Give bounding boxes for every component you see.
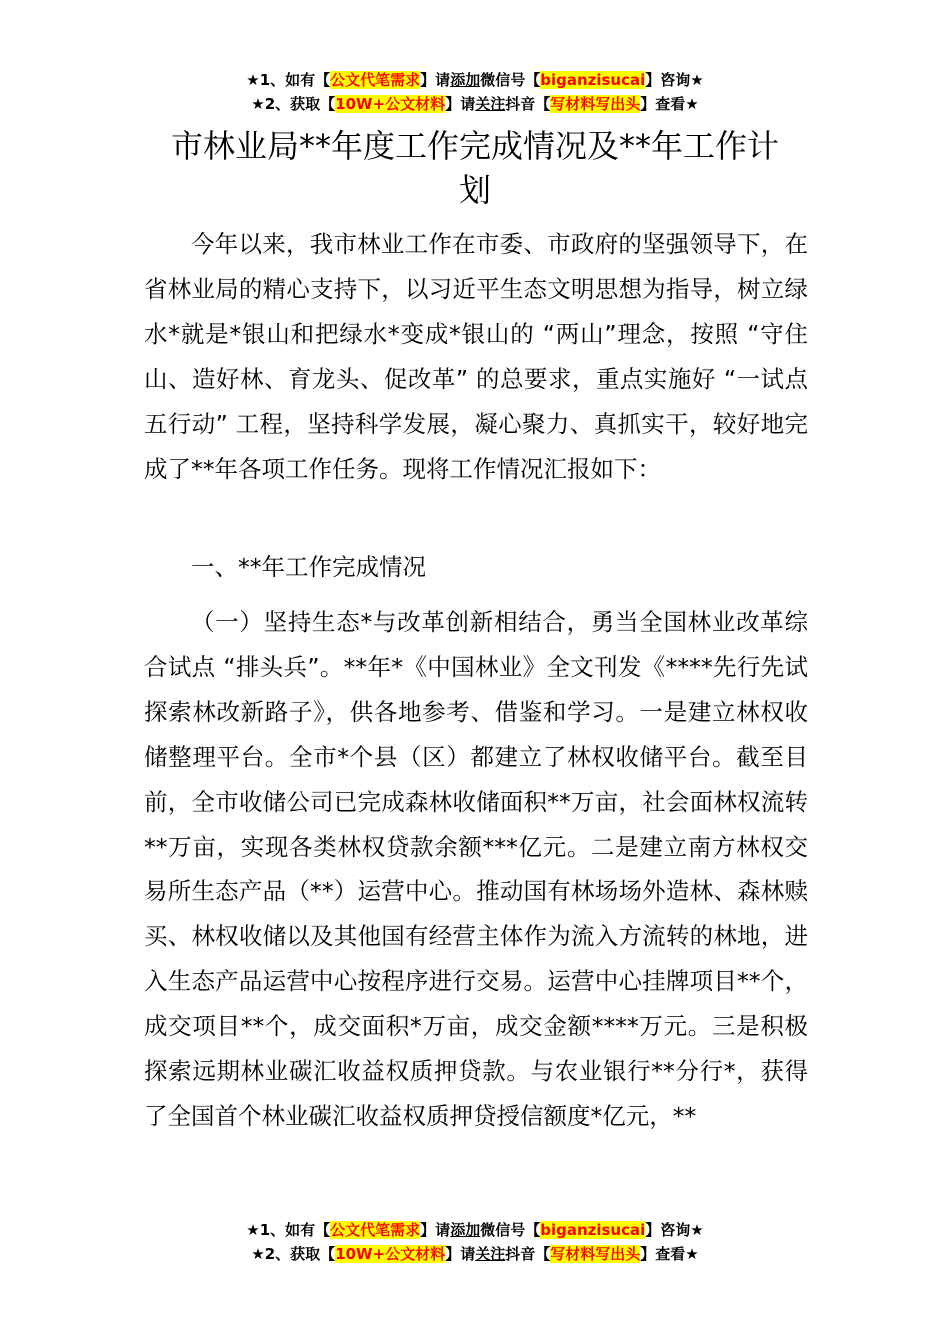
highlight-writing-service: 公文代笔需求 xyxy=(330,1221,421,1239)
highlight-wechat-id: biganzisucai xyxy=(540,71,646,89)
promo-line-1: ★1、如有【公文代笔需求】请添加微信号【biganzisucai】咨询★ xyxy=(246,71,704,89)
highlight-writing-service: 公文代笔需求 xyxy=(330,71,421,89)
promo-line-1-bottom: ★1、如有【公文代笔需求】请添加微信号【biganzisucai】咨询★ xyxy=(246,1221,704,1239)
promo-banner-top xyxy=(0,68,950,116)
promo-line-2-bottom: ★2、获取【10W+公文材料】请关注抖音【写材料写出头】查看★ xyxy=(251,1245,699,1263)
highlight-douyin-account: 写材料写出头 xyxy=(550,1245,641,1263)
section-heading: 一、**年工作完成情况 xyxy=(191,553,426,581)
title-line-2: 划 xyxy=(458,171,491,209)
highlight-wechat-id: biganzisucai xyxy=(540,1221,646,1239)
document-title xyxy=(0,124,950,212)
intro-paragraph: 今年以来，我市林业工作在市委、市政府的坚强领导下，在省林业局的精心支持下，以习近平生态文明思想为指导，树立绿水*就是*银山和把绿水*变成*银山的 “两山”理念，按照 “守住山、造好林、育龙头、促改革” 的总要求，重点实施好 “一试点五行动” 工程，坚持科学发展，凝心聚力、真抓实干，较好地完成了**年各项工作任务。现将工作情况汇报如下： xyxy=(144,230,808,483)
title-line-1: 市林业局**年度工作完成情况及**年工作计 xyxy=(170,127,779,165)
promo-line-2: ★2、获取【10W+公文材料】请关注抖音【写材料写出头】查看★ xyxy=(251,95,699,113)
highlight-materials: 10W+公文材料 xyxy=(335,95,446,113)
highlight-materials: 10W+公文材料 xyxy=(335,1245,446,1263)
promo-banner-bottom xyxy=(0,1218,950,1266)
highlight-douyin-account: 写材料写出头 xyxy=(550,95,641,113)
section-paragraph: （一）坚持生态*与改革创新相结合，勇当全国林业改革综合试点 “排头兵”。**年*《中国林业》全文刊发《****先行先试探索林改新路子》，供各地参考、借鉴和学习。一是建立林权收储整理平台。全市*个县（区）都建立了林权收储平台。截至目前，全市收储公司已完成森林收储面积**万亩，社会面林权流转**万亩，实现各类林权贷款余额***亿元。二是建立南方林权交易所生态产品（**）运营中心。推动国有林场场外造林、森林赎买、林权收储以及其他国有经营主体作为流入方流转的林地，进入生态产品运营中心按程序进行交易。运营中心挂牌项目**个，成交项目**个，成交面积*万亩，成交金额****万元。三是积极探索远期林业碳汇收益权质押贷款。与农业银行**分行*，获得了全国首个林业碳汇收益权质押贷授信额度*亿元，** xyxy=(144,608,808,1130)
